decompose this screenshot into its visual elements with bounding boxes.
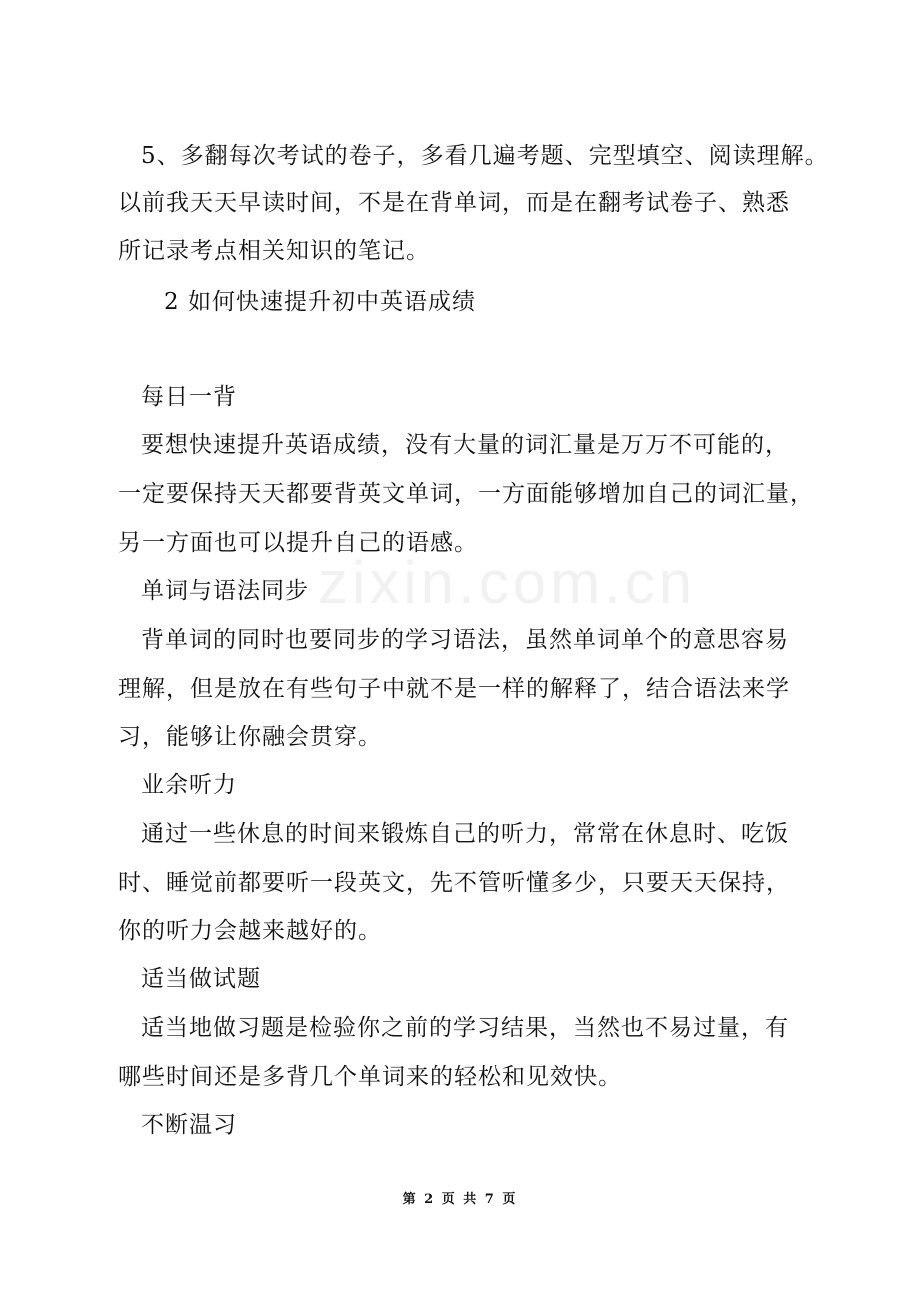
paragraph-line: 所记录考点相关知识的笔记。 (118, 238, 430, 264)
paragraph-line: 习，能够让你融会贯穿。 (118, 724, 382, 750)
subheading: 不断温习 (141, 1112, 237, 1138)
subheading: 适当做试题 (141, 966, 261, 992)
paragraph-line: 你的听力会越来越好的。 (118, 918, 382, 944)
paragraph-line: 理解，但是放在有些句子中就不是一样的解释了，结合语法来学 (118, 676, 790, 702)
paragraph-line: 另一方面也可以提升自己的语感。 (118, 530, 478, 556)
page-number-footer: 第 2 页 共 7 页 (402, 1192, 518, 1207)
paragraph-line: 哪些时间还是多背几个单词来的轻松和见效快。 (118, 1064, 622, 1090)
paragraph-line: 背单词的同时也要同步的学习语法，虽然单词单个的意思容易 (141, 627, 789, 653)
paragraph-line: 以前我天天早读时间，不是在背单词，而是在翻考试卷子、熟悉 (118, 190, 790, 216)
paragraph-line: 通过一些休息的时间来锻炼自己的听力，常常在休息时、吃饭 (141, 821, 789, 847)
watermark: zixin.com.cn (318, 549, 697, 616)
section-heading: 2 如何快速提升初中英语成绩 (164, 289, 476, 315)
paragraph-line: 要想快速提升英语成绩，没有大量的词汇量是万万不可能的， (141, 432, 789, 458)
paragraph-line: 时、睡觉前都要听一段英文，先不管听懂多少，只要天天保持， (118, 870, 790, 896)
subheading: 每日一背 (141, 384, 237, 410)
paragraph-line: 5、多翻每次考试的卷子，多看几遍考题、完型填空、阅读理解。 (141, 143, 829, 169)
subheading: 业余听力 (141, 772, 237, 798)
paragraph-line: 一定要保持天天都要背英文单词，一方面能够增加自己的词汇量， (118, 481, 814, 507)
paragraph-line: 适当地做习题是检验你之前的学习结果，当然也不易过量，有 (141, 1015, 789, 1041)
subheading: 单词与语法同步 (141, 578, 309, 604)
